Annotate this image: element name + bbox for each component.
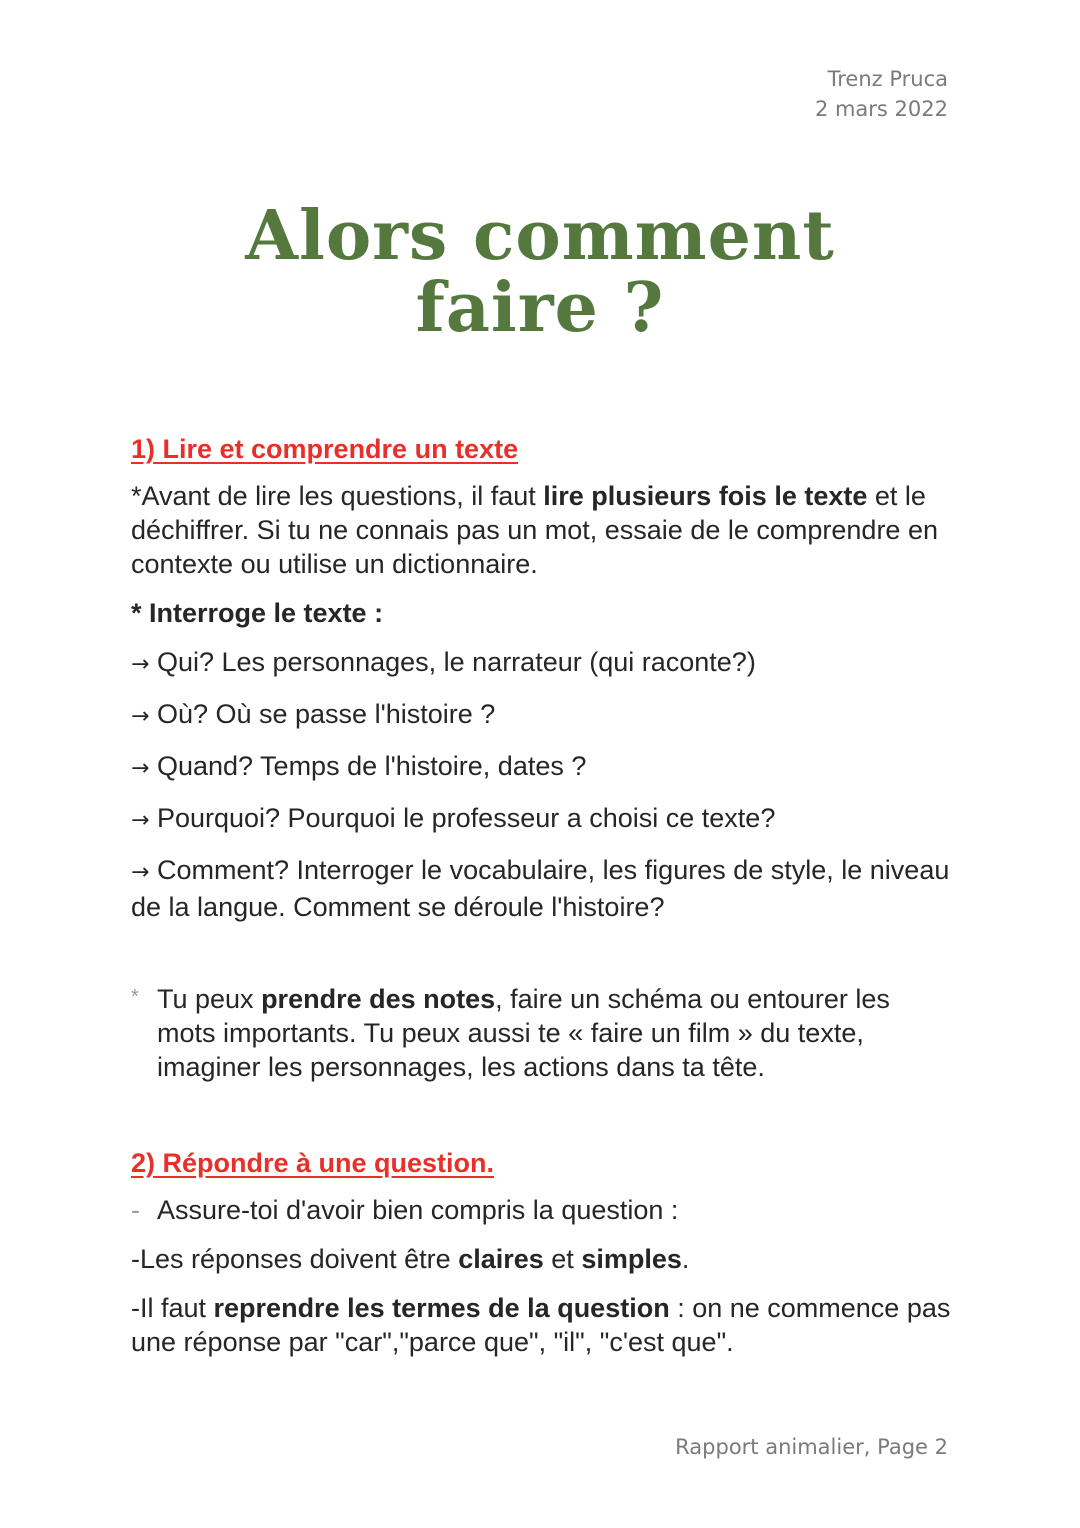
understand-question-item: - Assure-toi d'avoir bien compris la question : <box>131 1195 679 1225</box>
page-title <box>0 196 1080 348</box>
title-line-2: faire ? <box>415 268 665 348</box>
dash-bullet: - <box>131 1195 140 1225</box>
author-name: Trenz Pruca <box>827 67 948 91</box>
intro-text-2: et le déchiffrer. Si tu ne connais pas un mot, essaie de le comprendre en contexte ou utilise un dictionnaire. <box>131 481 938 579</box>
question-item-pourquoi: → Pourquoi? Pourquoi le professeur a choisi ce texte? <box>131 803 776 833</box>
question-item-comment: → Comment? Interroger le vocabulaire, les figures de style, le niveau de la langue. Comment se déroule l'histoire? <box>131 855 950 922</box>
section-1-heading: 1) Lire et comprendre un texte <box>131 434 519 464</box>
section-2-heading: 2) Répondre à une question. <box>131 1148 495 1178</box>
arrow-icon: → <box>131 652 150 677</box>
arrow-icon: → <box>131 808 150 833</box>
intro-bold: lire plusieurs fois le texte <box>543 481 868 511</box>
page-footer: Rapport animalier, Page 2 <box>675 1435 948 1459</box>
answers-clear-simple: -Les réponses doivent être claires et simples. <box>131 1244 690 1274</box>
question-item-quand: → Quand? Temps de l'histoire, dates ? <box>131 751 587 781</box>
question-item-ou: → Où? Où se passe l'histoire ? <box>131 699 496 729</box>
notes-tip: * Tu peux prendre des notes, faire un schéma ou entourer les mots importants. Tu peux aussi te « faire un film » du texte, imaginer les personnages, les actions dans ta tête. <box>131 982 951 1084</box>
arrow-icon: → <box>131 756 150 781</box>
arrow-icon: → <box>131 704 150 729</box>
document-body <box>131 432 951 1374</box>
section-1-intro <box>131 479 951 581</box>
document-date: 2 mars 2022 <box>814 97 948 121</box>
notes-bold: prendre des notes <box>261 984 496 1014</box>
arrow-icon: → <box>131 860 150 885</box>
interroge-label: * Interroge le texte : <box>131 598 384 628</box>
title-line-1: Alors comment <box>245 196 835 276</box>
reuse-terms-rule: -Il faut reprendre les termes de la question : on ne commence pas une réponse par "car","parce que", "il", "c'est que". <box>131 1293 951 1357</box>
asterisk-bullet: * <box>131 986 139 1008</box>
page-header <box>815 64 948 124</box>
intro-text-1: *Avant de lire les questions, il faut <box>131 481 544 511</box>
question-item-qui: → Qui? Les personnages, le narrateur (qui raconte?) <box>131 647 756 677</box>
